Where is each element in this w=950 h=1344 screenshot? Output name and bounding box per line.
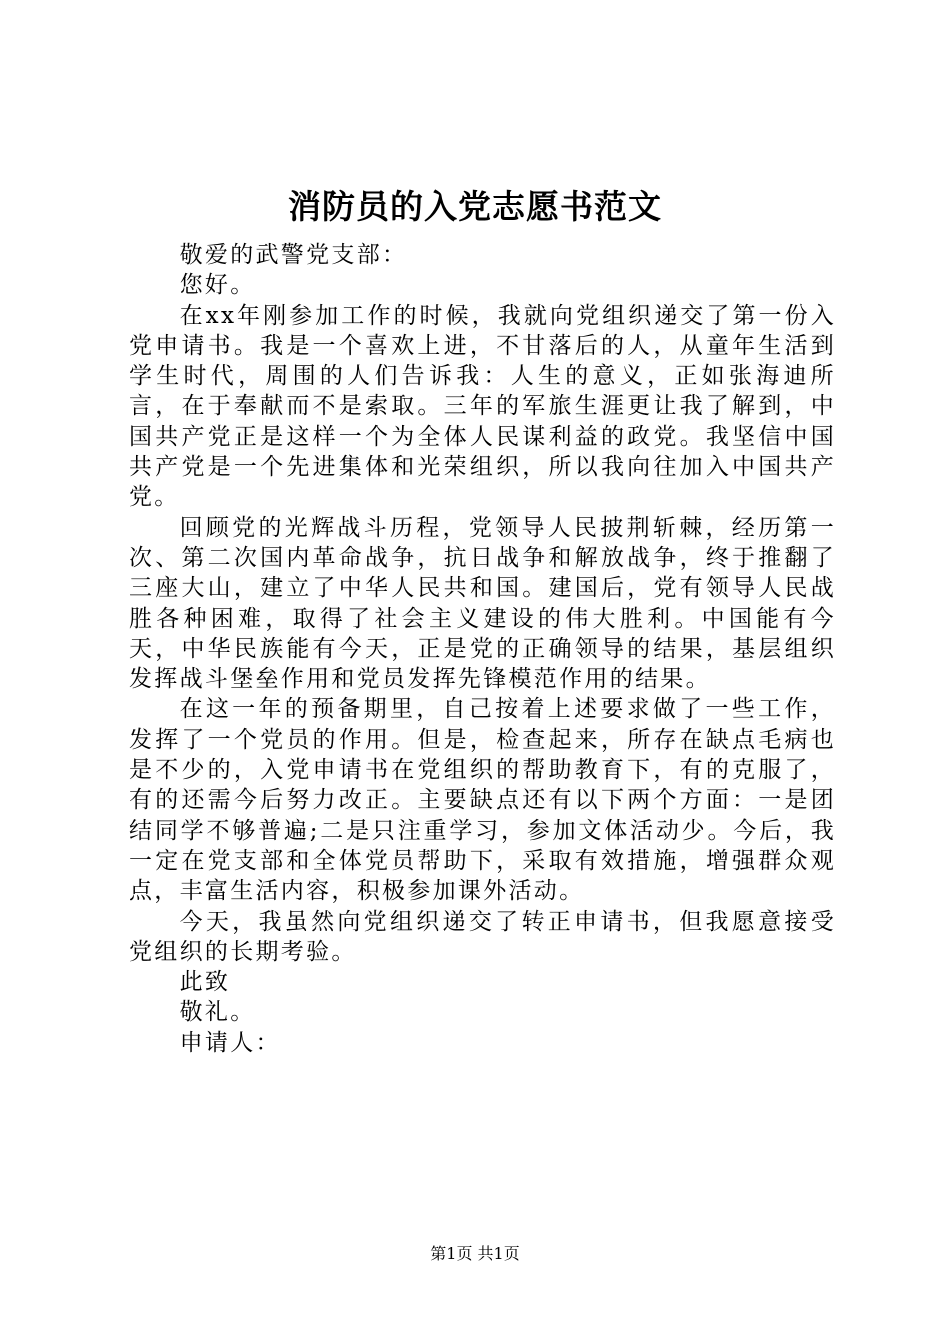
salutation: 敬爱的武警党支部： [179, 242, 408, 268]
greeting: 您好。 [179, 272, 256, 299]
page-footer: 第1页 共1页 [430, 1244, 520, 1263]
document-title: 消防员的入党志愿书范文 [288, 187, 662, 226]
closing-line: 此致 [179, 969, 231, 996]
paragraph-4: 今天，我虽然向党组织递交了转正申请书，但我愿意接受党组织的长期考验。 [129, 908, 836, 965]
closing-salute: 敬礼。 [179, 999, 256, 1026]
document-body [129, 240, 836, 1058]
paragraph-3: 在这一年的预备期里，自己按着上述要求做了一些工作，发挥了一个党员的作用。但是，检查起来，所存在缺点毛病也是不少的，入党申请书在党组织的帮助教育下，有的克服了，有的还需今后努力改正。主要缺点还有以下两个方面：一是团结同学不够普遍;二是只注重学习，参加文体活动少。今后，我一定在党支部和全体党员帮助下，采取有效措施，增强群众观点，丰富生活内容，积极参加课外活动。 [129, 696, 836, 905]
signature-label: 申请人： [179, 1029, 281, 1056]
paragraph-2: 回顾党的光辉战斗历程，党领导人民披荆斩棘，经历第一次、第二次国内革命战争，抗日战争和解放战争，终于推翻了三座大山，建立了中华人民共和国。建国后，党有领导人民战胜各种困难，取得了社会主义建设的伟大胜利。中国能有今天，中华民族能有今天，正是党的正确领导的结果，基层组织发挥战斗堡垒作用和党员发挥先锋模范作用的结果。 [129, 514, 836, 693]
paragraph-1: 在xx年刚参加工作的时候，我就向党组织递交了第一份入党申请书。我是一个喜欢上进，不甘落后的人，从童年生活到学生时代，周围的人们告诉我：人生的意义，正如张海迪所言，在于奉献而不是索取。三年的军旅生涯更让我了解到，中国共产党正是这样一个为全体人民谋利益的政党。我坚信中国共产党是一个先进集体和光荣组织，所以我向往加入中国共产党。 [129, 302, 836, 511]
